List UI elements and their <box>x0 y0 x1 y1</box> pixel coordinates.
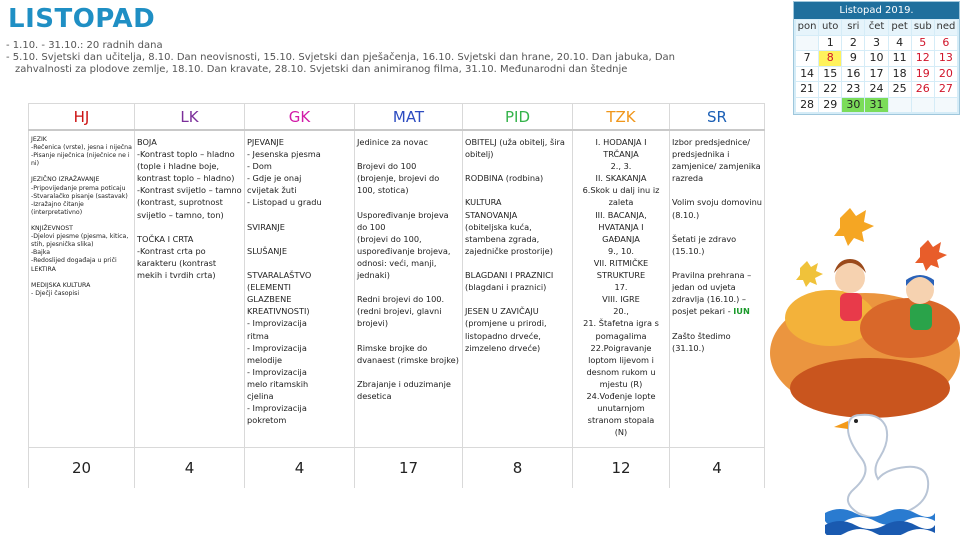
swan-logo <box>820 395 935 535</box>
cell-pid: OBITELJ (uža obitelj, šira obitelj) RODBINA (rodbina) KULTURA STANOVANJA (obiteljska kuća, stambena zgrada, zajedničke prostorije) BLAGDANI I PRAZNICI (blagdani i praznici) JESEN U ZAVIČAJU (promjene u prirodi, listopadno drveće, zimzeleno drveće) <box>465 137 565 353</box>
header-hj: HJ <box>29 104 135 131</box>
calendar-day: 6 <box>935 36 957 51</box>
cell-mat: Jedinice za novac Brojevi do 100 (brojenje, brojevi do 100, stotica) Uspoređivanje brojeva do 100 (brojevi do 100, uspoređivanje brojeva, odnosi: veći, manji, jednaki) Redni brojevi do 100. (redni brojevi, glavni brojevi) Rimske brojke do dvanaest (rimske brojke) Zbrajanje i oduzimanje desetica <box>357 137 459 401</box>
calendar-day: 5 <box>912 36 934 51</box>
cell-sr <box>672 136 762 354</box>
calendar-day: 24 <box>865 82 887 97</box>
page-title: LISTOPAD <box>8 4 156 34</box>
calendar-day-header: sri <box>842 20 864 35</box>
calendar-day <box>935 98 957 113</box>
total-tzk: 12 <box>573 448 670 489</box>
calendar-day-header: čet <box>865 20 887 35</box>
cell-tzk: I. HODANJA I TRČANJA 2., 3. II. SKAKANJA 6.Skok u dalj inu iz zaleta III. BACANJA, HVATANJA I GAĐANJA 9., 10. VII. RITMIČKE STRUKTURE 17. VIII. IGRE 20., 21. Štafetna igra s pomagalima 22.Poigravanje loptom lijevom i desnom rukom u mjestu (R) 24.Vođenje lopte unutarnjom stranom stopala (N) <box>582 137 660 438</box>
curriculum-table <box>28 103 765 488</box>
calendar-day: 19 <box>912 67 934 82</box>
cell-gk: PJEVANJE - Jesenska pjesma - Dom - Gdje je onaj cvijetak žuti - Listopad u gradu SVIRANJE SLUŠANJE STVARALAŠTVO (ELEMENTI GLAZBENE KREATIVNOSTI) - Improvizacija ritma - Improvizacija melodije - Improvizacija melo ritamskih cjelina - Improvizacija pokretom <box>247 137 322 426</box>
mini-calendar <box>793 1 960 115</box>
cell-sr-iun: IUN <box>733 306 750 317</box>
table-header-row <box>29 104 765 131</box>
calendar-day: 21 <box>796 82 818 97</box>
calendar-day: 22 <box>819 82 841 97</box>
cell-sr-text-end: Zašto štedimo (31.10.) <box>672 330 731 353</box>
header-pid: PID <box>463 104 573 131</box>
calendar-day: 18 <box>889 67 911 82</box>
calendar-day: 28 <box>796 98 818 113</box>
calendar-day: 27 <box>935 82 957 97</box>
header-mat: MAT <box>355 104 463 131</box>
autumn-kids-illustration <box>770 118 960 428</box>
calendar-day: 20 <box>935 67 957 82</box>
total-mat: 17 <box>355 448 463 489</box>
calendar-day: 15 <box>819 67 841 82</box>
calendar-day: 23 <box>842 82 864 97</box>
calendar-day <box>889 98 911 113</box>
calendar-day: 12 <box>912 51 934 66</box>
cell-hj: JEZIK -Rečenica (vrste), jesna i niječna -Pisanje niječnica (niječnice ne i ni) JEZIČNO IZRAŽAVANJE -Pripovijedanje prema poticaju -Stvaralačko pisanje (sastavak) -Izražajno čitanje (interpretativno) KNJIŽEVNOST -Djelovi pjesme (pjesma, kitica, stih, pjesnička slika) -Bajka -Redoslijed događaja u priči LEKTIRA MEDIJSKA KULTURA - Dječji časopisi <box>31 136 132 297</box>
header-sr: SR <box>670 104 765 131</box>
calendar-grid <box>794 19 959 113</box>
calendar-day: 11 <box>889 51 911 66</box>
calendar-day: 7 <box>796 51 818 66</box>
total-sr: 4 <box>670 448 765 489</box>
calendar-day: 17 <box>865 67 887 82</box>
special-days-line1: - 5.10. Svjetski dan učitelja, 8.10. Dan neovisnosti, 15.10. Svjetski dan pješačenja, 16.10. Svjetski dan hrane, 20.10. Dan jabuka, Dan <box>6 52 675 63</box>
calendar-day: 31 <box>865 98 887 113</box>
calendar-title: Listopad 2019. <box>794 2 959 19</box>
calendar-day: 16 <box>842 67 864 82</box>
total-lk: 4 <box>135 448 245 489</box>
calendar-day: 26 <box>912 82 934 97</box>
calendar-day: 14 <box>796 67 818 82</box>
header-lk: LK <box>135 104 245 131</box>
calendar-day <box>912 98 934 113</box>
calendar-day <box>796 36 818 51</box>
calendar-day: 8 <box>819 51 841 66</box>
total-pid: 8 <box>463 448 573 489</box>
header-tzk: TZK <box>573 104 670 131</box>
table-totals-row <box>29 448 765 489</box>
table-content-row <box>29 130 765 448</box>
calendar-day-header: sub <box>912 20 934 35</box>
calendar-day: 3 <box>865 36 887 51</box>
calendar-day-header: pon <box>796 20 818 35</box>
total-gk: 4 <box>245 448 355 489</box>
calendar-day: 25 <box>889 82 911 97</box>
cell-sr-text: Izbor predsjednice/ predsjednika i zamjenice/ zamjenika razreda Volim svoju domovinu (8.10.) Šetati je zdravo (15.10.) Pravilna prehrana – jedan od uvjeta zdravlja (16.10.) – posjet pekari - <box>672 137 762 317</box>
cell-lk: BOJA -Kontrast toplo – hladno (tople i hladne boje, kontrast toplo – hladno) -Kontrast svijetlo – tamno (kontrast, suprotnost svijetlo – tamno, ton) TOČKA I CRTA -Kontrast crta po karakteru (kontrast mekih i tvrdih crta) <box>137 137 242 281</box>
total-hj: 20 <box>29 448 135 489</box>
calendar-day-header: ned <box>935 20 957 35</box>
calendar-day: 10 <box>865 51 887 66</box>
calendar-day-header: pet <box>889 20 911 35</box>
calendar-day: 1 <box>819 36 841 51</box>
calendar-day: 2 <box>842 36 864 51</box>
calendar-day: 4 <box>889 36 911 51</box>
calendar-day: 9 <box>842 51 864 66</box>
special-days-line2: zahvalnosti za plodove zemlje, 18.10. Dan kravate, 28.10. Svjetski dan animiranog filma, 31.10. Međunarodni dan štednje <box>15 64 628 75</box>
header-gk: GK <box>245 104 355 131</box>
month-summary: - 1.10. - 31.10.: 20 radnih dana <box>6 40 163 51</box>
calendar-day-header: uto <box>819 20 841 35</box>
calendar-day: 29 <box>819 98 841 113</box>
calendar-day: 13 <box>935 51 957 66</box>
calendar-day: 30 <box>842 98 864 113</box>
